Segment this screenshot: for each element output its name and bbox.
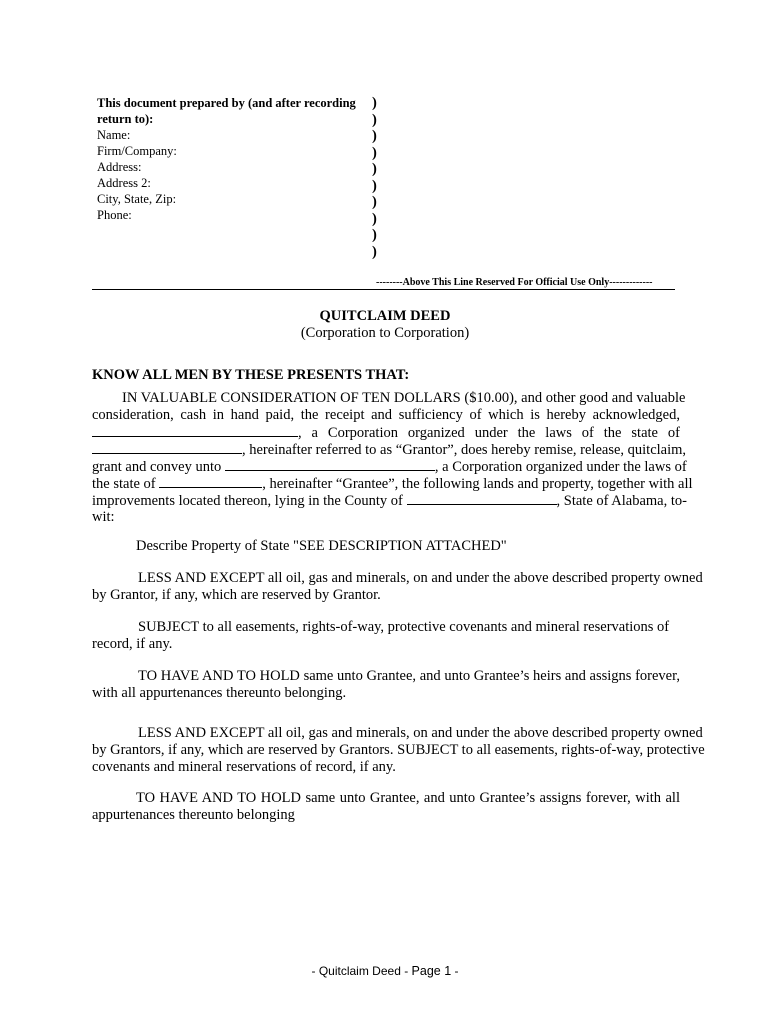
firm-label: Firm/Company: [97,144,177,158]
less-except-paragraph-1 [92,570,703,604]
less-except-2-line-2: by Grantors, if any, which are reserved by Grantors. SUBJECT to all easements, rights-of-way, protective [92,742,705,758]
bracket-mark: ) [372,111,377,128]
consideration-line-3: , a Corporation organized under the laws of the state of [92,424,680,441]
grantor-name-blank[interactable] [92,424,298,437]
less-except-1-line-2: by Grantor, if any, which are reserved by Grantor. [92,587,381,603]
return-to-label: return to): [97,112,154,126]
subject-paragraph [92,619,680,653]
consideration-line-8: wit: [92,509,115,525]
bracket-mark: ) [372,210,377,227]
less-except-2-line-3: covenants and mineral reservations of record, if any. [92,759,396,775]
know-all-heading: KNOW ALL MEN BY THESE PRESENTS THAT: [92,367,410,383]
prepared-by-heading: This document prepared by (and after recording [97,96,356,110]
bracket-mark: ) [372,161,377,177]
habendum-2-line-2: appurtenances thereunto belonging [92,807,295,823]
page-footer [0,964,770,978]
document-subtitle: (Corporation to Corporation) [300,325,470,341]
less-except-paragraph-2 [92,725,705,776]
bracket-mark: ) [372,144,377,161]
habendum-paragraph-2 [92,790,680,824]
bracket-mark: ) [372,95,377,111]
consideration-line-2: consideration, cash in hand paid, the receipt and sufficiency of which is hereby acknowledged, [92,407,680,423]
city-state-zip-label: City, State, Zip: [97,192,177,206]
consideration-line-5: grant and convey unto , a Corporation organized under the laws of [92,459,687,475]
horizontal-rule [92,289,675,290]
bracket-mark: ) [372,194,377,210]
county-blank[interactable] [407,492,557,505]
official-use-reserved-line: --------Above This Line Reserved For Official Use Only------------- [376,277,653,288]
subject-line-1: SUBJECT to all easements, rights-of-way, protective covenants and mineral reservations of [138,619,670,635]
grantee-state-blank[interactable] [159,475,262,488]
grantee-name-blank[interactable] [225,458,435,471]
bracket-column [372,95,377,260]
describe-property: Describe Property of State "SEE DESCRIPTION ATTACHED" [136,538,507,554]
consideration-line-7: improvements located thereon, lying in the County of , State of Alabama, to- [92,493,687,509]
bracket-mark: ) [372,128,377,144]
prepared-by-block [97,95,377,223]
grantor-state-blank[interactable] [92,441,242,454]
habendum-1-line-2: with all appurtenances thereunto belonging. [92,685,347,701]
habendum-paragraph-1 [92,668,680,702]
bracket-mark: ) [372,227,377,243]
footer-suffix: - [451,964,459,978]
less-except-1-line-1: LESS AND EXCEPT all oil, gas and minerals, on and under the above described property owned [138,570,703,586]
subject-line-2: record, if any. [92,636,173,652]
consideration-line-1: IN VALUABLE CONSIDERATION OF TEN DOLLARS ($10.00), and other good and valuable [122,390,686,406]
name-label: Name: [97,128,131,142]
consideration-line-4: , hereinafter referred to as “Grantor”, does hereby remise, release, quitclaim, [92,441,680,458]
consideration-paragraph [92,390,693,526]
consideration-line-6: the state of , hereinafter “Grantee”, the following lands and property, together with all [92,476,693,492]
page-number: Page 1 [411,964,452,978]
address-label: Address: [97,160,142,174]
document-title: QUITCLAIM DEED [319,308,451,324]
bracket-mark: ) [372,243,377,260]
habendum-2-line-1: TO HAVE AND TO HOLD same unto Grantee, and unto Grantee’s assigns forever, with all [136,790,680,806]
habendum-1-line-1: TO HAVE AND TO HOLD same unto Grantee, and unto Grantee’s heirs and assigns forever, [138,668,680,684]
less-except-2-line-1: LESS AND EXCEPT all oil, gas and minerals, on and under the above described property owned [138,725,703,741]
address2-label: Address 2: [97,176,151,190]
bracket-mark: ) [372,177,377,194]
footer-prefix: - Quitclaim Deed - [311,964,412,978]
phone-label: Phone: [97,208,132,222]
